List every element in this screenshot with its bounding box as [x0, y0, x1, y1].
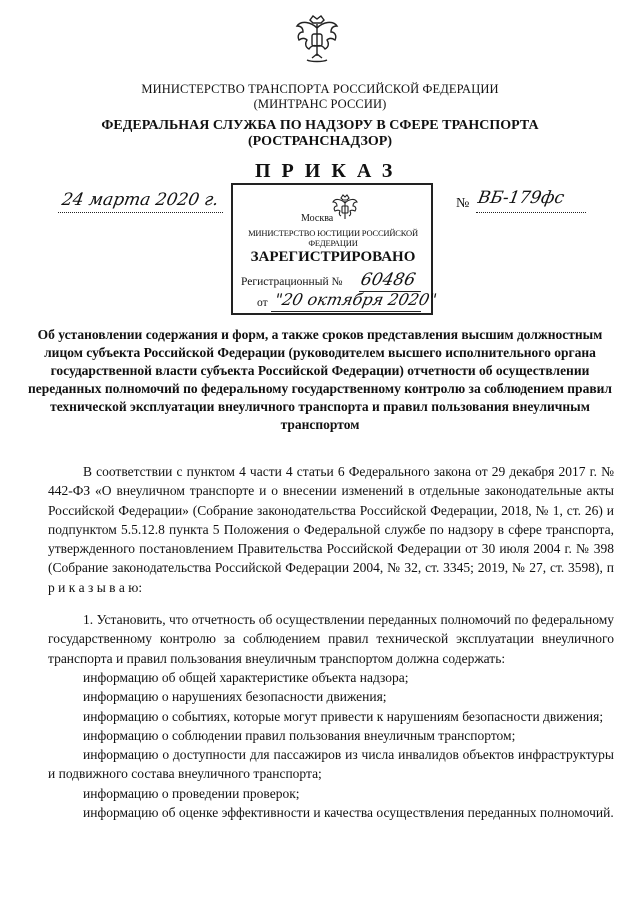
registration-stamp: [231, 183, 439, 315]
point-1-paragraph: 1. Установить, что отчетность об осуществлении переданных полномочий по федеральному государственному контролю за соблюдением правил технической эксплуатации внеуличного транспорта и правил пользования внеуличным транспортом должна содержать:: [48, 612, 614, 666]
ministry-header: [0, 82, 640, 112]
stamp-ministry: МИНИСТЕРСТВО ЮСТИЦИИ РОССИЙСКОЙ ФЕДЕРАЦИИ: [248, 228, 418, 248]
stamp-reg-label: Регистрационный №: [241, 276, 343, 288]
list-item: информацию о соблюдении правил пользования внеуличным транспортом;: [83, 727, 516, 743]
order-number: ВБ-179фс: [476, 188, 566, 208]
stamp-reg-date: "20 октября 2020": [272, 290, 439, 309]
list-item: информацию об оценке эффективности и качества осуществления переданных полномочий.: [83, 805, 614, 821]
stamp-reg-number: 60486: [358, 270, 418, 290]
date-underline: [58, 212, 223, 213]
list-item: информацию о проведении проверок;: [83, 785, 300, 801]
list-item: информацию о доступности для пассажиров из числа инвалидов объектов инфраструктуры и подвижного состава внеуличного транспорта;: [48, 747, 614, 782]
coat-of-arms-icon: [292, 12, 342, 66]
stamp-registered: ЗАРЕГИСТРИРОВАНО: [250, 249, 416, 265]
order-number-label: №: [456, 196, 470, 211]
stamp-date-underline: [271, 311, 421, 312]
number-underline: [476, 212, 586, 213]
service-name: ФЕДЕРАЛЬНАЯ СЛУЖБА ПО НАДЗОРУ В СФЕРЕ ТРАНСПОРТА: [101, 118, 539, 133]
service-header: [0, 118, 640, 150]
service-short-name: (РОСТРАНСНАДЗОР): [248, 134, 392, 149]
stamp-emblem-icon: [330, 193, 360, 225]
preamble-paragraph: В соответствии с пунктом 4 части 4 статьи 6 Федерального закона от 29 декабря 2017 г. № 442-ФЗ «О внеуличном транспорте и о внесении изменений в отдельные законодательные акты Российской Федерации» (Собрание законодательства Российской Федерации, 2018, № 1, ст. 26) и подпунктом 5.5.12.8 пункта 5 Положения о Федеральной службе по надзору в сфере транспорта, утвержденного постановлением Правительства Российской Федерации от 30 июля 2004 г. № 398 (Собрание законодательства Российской Федерации 2004, № 32, ст. 3345; 2019, № 27, ст. 3598), п р и к а з ы в а ю:: [48, 464, 614, 595]
list-item: информацию о событиях, которые могут привести к нарушениям безопасности движения;: [83, 708, 604, 724]
ministry-short-name: (МИНТРАНС РОССИИ): [253, 97, 387, 111]
document-title: Об установлении содержания и форм, а также сроков представления высшим должностным лицом субъекта Российской Федерации (руководителем высшего исполнительного органа государственной власти субъекта Российской Федерации) отчетности об осуществлении переданных полномочий по федеральному государственному контролю за соблюдением правил технической эксплуатации внеуличного транспорта и правил пользования внеуличным транспортом: [28, 327, 612, 432]
ministry-name: МИНИСТЕРСТВО ТРАНСПОРТА РОССИЙСКОЙ ФЕДЕРАЦИИ: [141, 82, 499, 96]
list-item: информацию об общей характеристике объекта надзора;: [83, 669, 409, 685]
stamp-from-label: от: [257, 297, 268, 309]
document-type: ПРИКАЗ: [255, 160, 404, 182]
stamp-city: Москва: [301, 213, 334, 224]
order-date: 24 марта 2020 г.: [60, 190, 221, 210]
document-body: [48, 462, 614, 822]
list-item: информацию о нарушениях безопасности движения;: [83, 689, 387, 705]
